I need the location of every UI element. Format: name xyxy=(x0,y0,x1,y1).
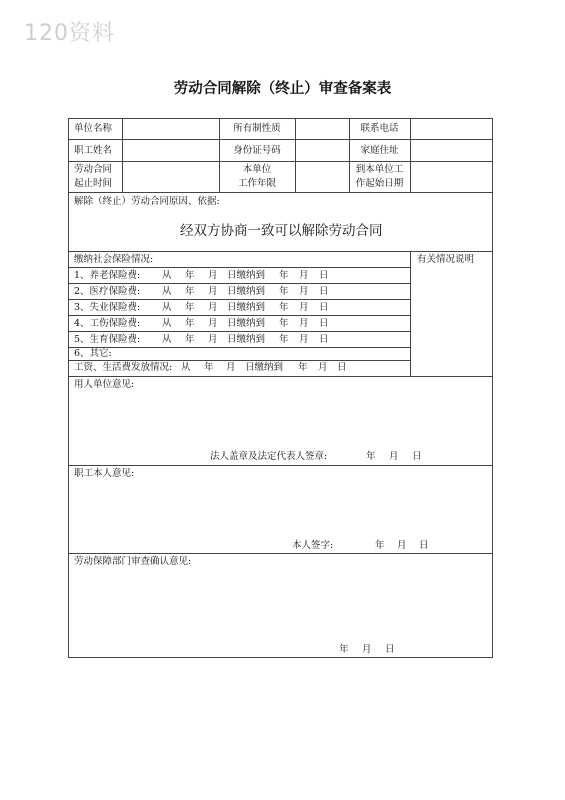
month-label: 月 xyxy=(208,270,218,281)
insurance-header: 缴纳社会保险情况: xyxy=(74,254,154,265)
rule xyxy=(69,360,410,361)
paid-to-label: 日缴纳到 xyxy=(245,362,284,373)
contract-period-label-1: 劳动合同 xyxy=(74,164,113,175)
paid-to-label: 日缴纳到 xyxy=(227,302,266,313)
rule xyxy=(69,376,492,377)
from-label: 从 xyxy=(162,302,172,313)
day-label: 日 xyxy=(412,451,422,462)
rule xyxy=(69,283,410,284)
month-label: 月 xyxy=(318,362,328,373)
reason-label: 解除（终止）劳动合同原因、依据: xyxy=(74,196,220,207)
employee-sign-label: 本人签字: xyxy=(292,540,334,551)
rule xyxy=(69,267,410,268)
insurance-name: 5、生育保险费: xyxy=(74,334,141,345)
paid-to-label: 日缴纳到 xyxy=(227,286,266,297)
other-insurance-label: 6、其它: xyxy=(74,348,112,359)
day-label: 日 xyxy=(419,540,429,551)
insurance-name: 3、失业保险费: xyxy=(74,302,141,313)
day-label: 日 xyxy=(319,302,329,313)
day-label: 日 xyxy=(319,334,329,345)
employer-opinion-label: 用人单位意见: xyxy=(74,379,135,390)
from-label: 从 xyxy=(181,362,191,373)
insurance-name: 2、医疗保险费: xyxy=(74,286,141,297)
home-address-label: 家庭住址 xyxy=(360,145,399,156)
rule xyxy=(69,331,410,332)
wages-label: 工资、生活费发放情况: xyxy=(74,362,173,373)
reason-text: 经双方协商一致可以解除劳动合同 xyxy=(180,223,383,239)
start-date-label-2: 作起始日期 xyxy=(355,178,404,189)
employee-name-label: 职工姓名 xyxy=(74,145,113,156)
rule xyxy=(69,139,492,140)
from-label: 从 xyxy=(162,286,172,297)
watermark: 120资料 xyxy=(24,21,115,46)
year-label: 年 xyxy=(279,286,289,297)
from-label: 从 xyxy=(162,334,172,345)
paid-to-label: 日缴纳到 xyxy=(227,270,266,281)
year-label: 年 xyxy=(279,334,289,345)
from-label: 从 xyxy=(162,318,172,329)
day-label: 日 xyxy=(319,318,329,329)
employee-opinion-label: 职工本人意见: xyxy=(74,468,135,479)
rule xyxy=(69,161,492,162)
year-label: 年 xyxy=(375,540,385,551)
month-label: 月 xyxy=(299,286,309,297)
month-label: 月 xyxy=(362,644,372,655)
year-label: 年 xyxy=(339,644,349,655)
rule xyxy=(69,553,492,554)
rule xyxy=(69,299,410,300)
year-label: 年 xyxy=(185,302,195,313)
day-label: 日 xyxy=(319,286,329,297)
year-label: 年 xyxy=(279,270,289,281)
rule xyxy=(295,119,296,192)
rule xyxy=(69,465,492,466)
rule xyxy=(69,192,492,193)
contract-period-label-2: 起止时间 xyxy=(74,178,113,189)
year-label: 年 xyxy=(185,334,195,345)
ownership-label: 所有制性质 xyxy=(233,123,281,134)
month-label: 月 xyxy=(208,318,218,329)
year-label: 年 xyxy=(279,318,289,329)
rule xyxy=(69,347,410,348)
notes-label: 有关情况说明 xyxy=(417,254,475,265)
rule xyxy=(410,251,411,376)
year-label: 年 xyxy=(185,286,195,297)
year-label: 年 xyxy=(185,270,195,281)
year-label: 年 xyxy=(366,451,376,462)
day-label: 日 xyxy=(385,644,395,655)
year-label: 年 xyxy=(185,318,195,329)
paid-to-label: 日缴纳到 xyxy=(227,334,266,345)
rule xyxy=(122,119,123,192)
year-label: 年 xyxy=(204,362,214,373)
month-label: 月 xyxy=(226,362,236,373)
month-label: 月 xyxy=(397,540,407,551)
month-label: 月 xyxy=(299,318,309,329)
month-label: 月 xyxy=(299,334,309,345)
rule xyxy=(69,315,410,316)
filing-form-table xyxy=(68,118,493,658)
month-label: 月 xyxy=(299,302,309,313)
month-label: 月 xyxy=(389,451,399,462)
start-date-label-1: 到本单位工 xyxy=(355,164,404,175)
phone-label: 联系电话 xyxy=(360,123,399,134)
tenure-label-1: 本单位 xyxy=(242,164,272,175)
form-title: 劳动合同解除（终止）审查备案表 xyxy=(173,80,392,97)
paid-to-label: 日缴纳到 xyxy=(227,318,266,329)
tenure-label-2: 工作年限 xyxy=(237,178,276,189)
day-label: 日 xyxy=(337,362,347,373)
rule xyxy=(410,119,411,192)
day-label: 日 xyxy=(319,270,329,281)
rule xyxy=(69,251,492,252)
id-number-label: 身份证号码 xyxy=(233,145,281,156)
month-label: 月 xyxy=(299,270,309,281)
year-label: 年 xyxy=(279,302,289,313)
insurance-name: 4、工伤保险费: xyxy=(74,318,141,329)
year-label: 年 xyxy=(298,362,308,373)
employer-sign-label: 法人盖章及法定代表人签章: xyxy=(210,451,328,462)
from-label: 从 xyxy=(162,270,172,281)
month-label: 月 xyxy=(208,286,218,297)
labor-dept-opinion-label: 劳动保障部门审查确认意见: xyxy=(74,556,192,567)
unit-name-label: 单位名称 xyxy=(74,123,113,134)
month-label: 月 xyxy=(208,334,218,345)
insurance-name: 1、养老保险费: xyxy=(74,270,141,281)
month-label: 月 xyxy=(208,302,218,313)
